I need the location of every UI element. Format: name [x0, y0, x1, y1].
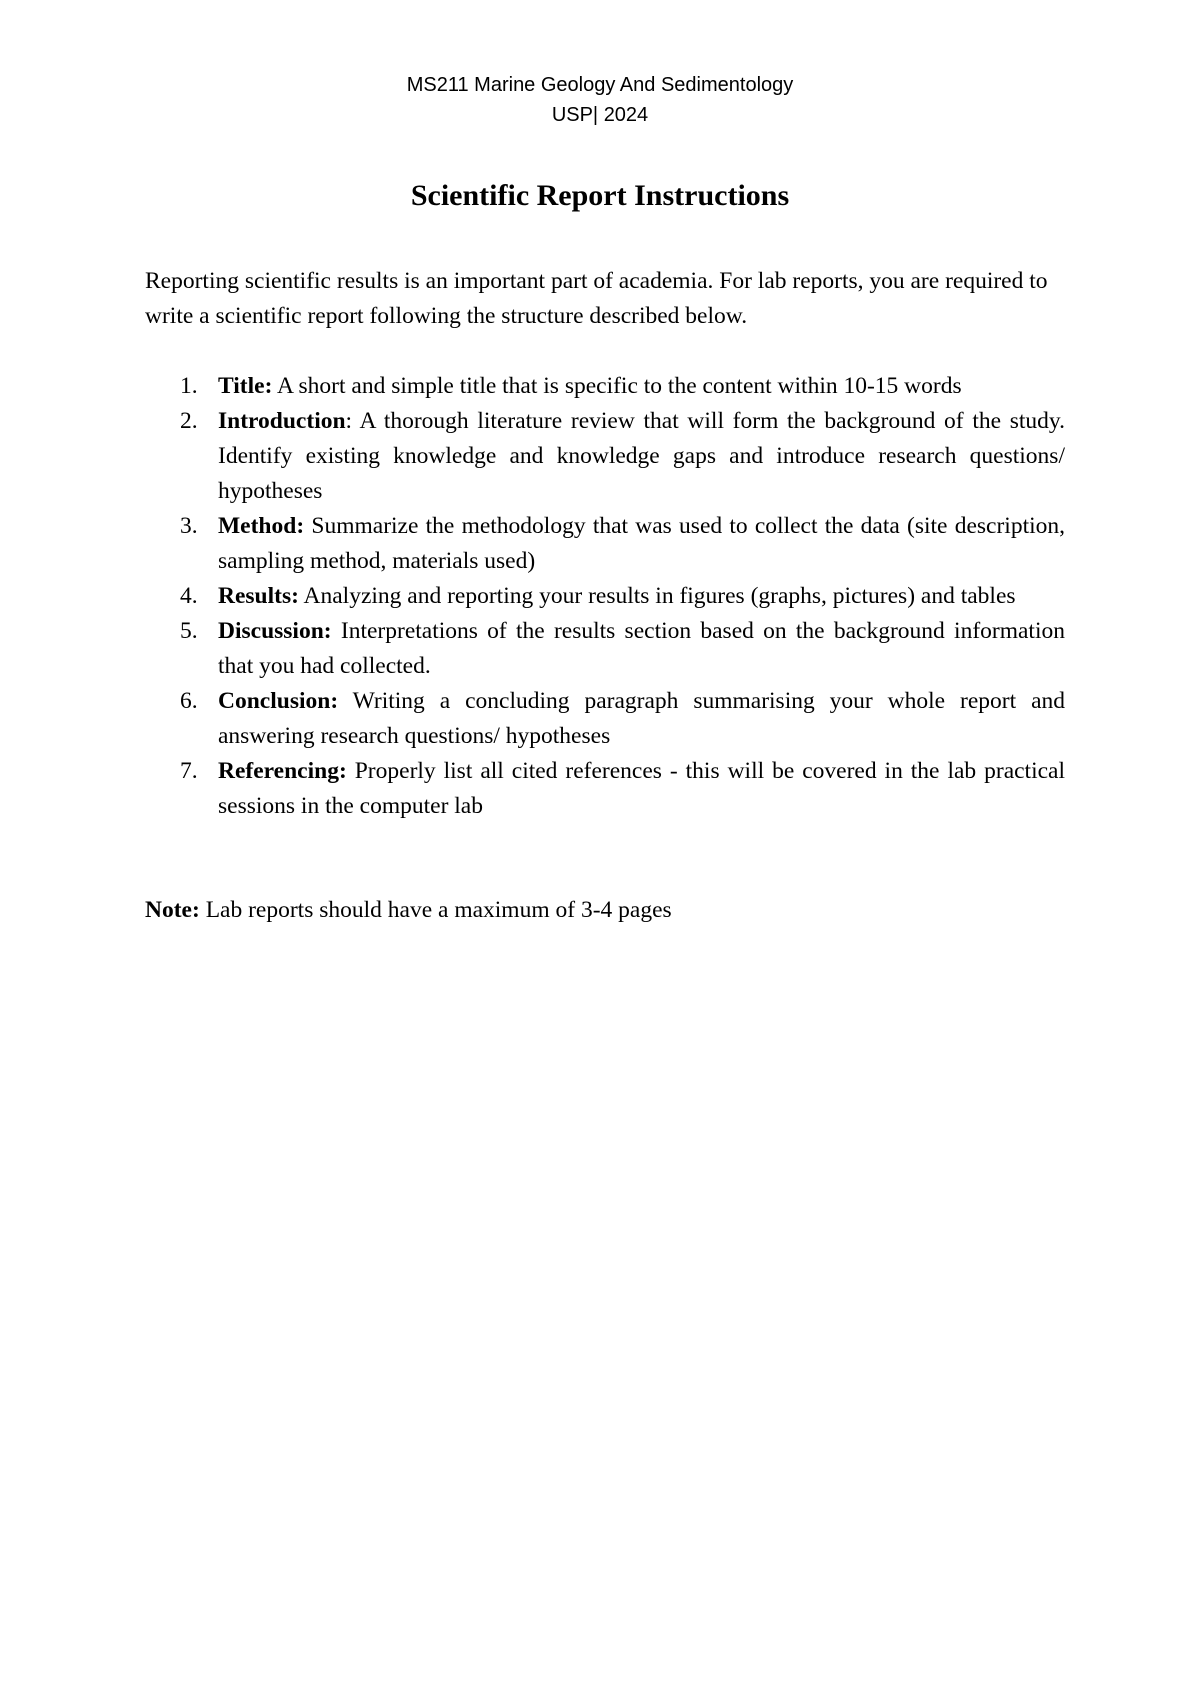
institution-year: USP| 2024 — [551, 104, 649, 126]
document-title: Scientific Report Instructions — [410, 179, 790, 212]
list-item — [145, 754, 1065, 824]
course-title: MS211 Marine Geology And Sedimentology — [406, 74, 794, 96]
list-item — [145, 369, 1065, 404]
list-item-term: Referencing: — [218, 758, 347, 784]
list-item-text: Interpretations of the results section based on the background information that you had collected. — [218, 618, 1065, 679]
list-item-term: Title: — [218, 373, 273, 399]
list-item-number: 7. — [180, 758, 198, 784]
list-item — [145, 509, 1065, 579]
intro-paragraph: Reporting scientific results is an important part of academia. For lab reports, you are required to write a scientific report following the structure described below. — [145, 268, 1048, 329]
list-item-text: Properly list all cited references - this will be covered in the lab practical sessions in the computer lab — [218, 758, 1065, 819]
list-item-text: Writing a concluding paragraph summarising your whole report and answering research questions/ hypotheses — [218, 688, 1065, 749]
list-item-text: A short and simple title that is specific to the content within 10-15 words — [272, 373, 962, 399]
list-item — [145, 684, 1065, 754]
note-paragraph — [145, 893, 1065, 928]
list-item-term: Results: — [218, 583, 299, 609]
list-item-term: Discussion: — [218, 618, 332, 644]
list-item-term: Conclusion: — [218, 688, 339, 714]
list-item-text: Summarize the methodology that was used to collect the data (site description, sampling method, materials used) — [218, 513, 1065, 574]
list-item — [145, 579, 1065, 614]
list-item-number: 2. — [180, 408, 198, 434]
list-item-term: Method: — [218, 513, 305, 539]
list-item-number: 3. — [180, 513, 198, 539]
list-item-number: 4. — [180, 583, 198, 609]
list-item-term: Introduction — [218, 408, 346, 434]
list-item-number: 6. — [180, 688, 198, 714]
list-item — [145, 404, 1065, 509]
list-item-text: Analyzing and reporting your results in figures (graphs, pictures) and tables — [298, 583, 1016, 609]
page-header — [0, 70, 1200, 130]
list-item — [145, 614, 1065, 684]
list-item-number: 1. — [180, 373, 198, 399]
note-label: Note: — [145, 897, 200, 923]
list-item-text: : A thorough literature review that will form the background of the study. Identify existing knowledge and knowledge gaps and introduce research questions/ hypotheses — [218, 408, 1065, 504]
list-item-number: 5. — [180, 618, 198, 644]
note-text: Lab reports should have a maximum of 3-4 pages — [199, 897, 672, 923]
report-structure-list — [145, 369, 1065, 824]
